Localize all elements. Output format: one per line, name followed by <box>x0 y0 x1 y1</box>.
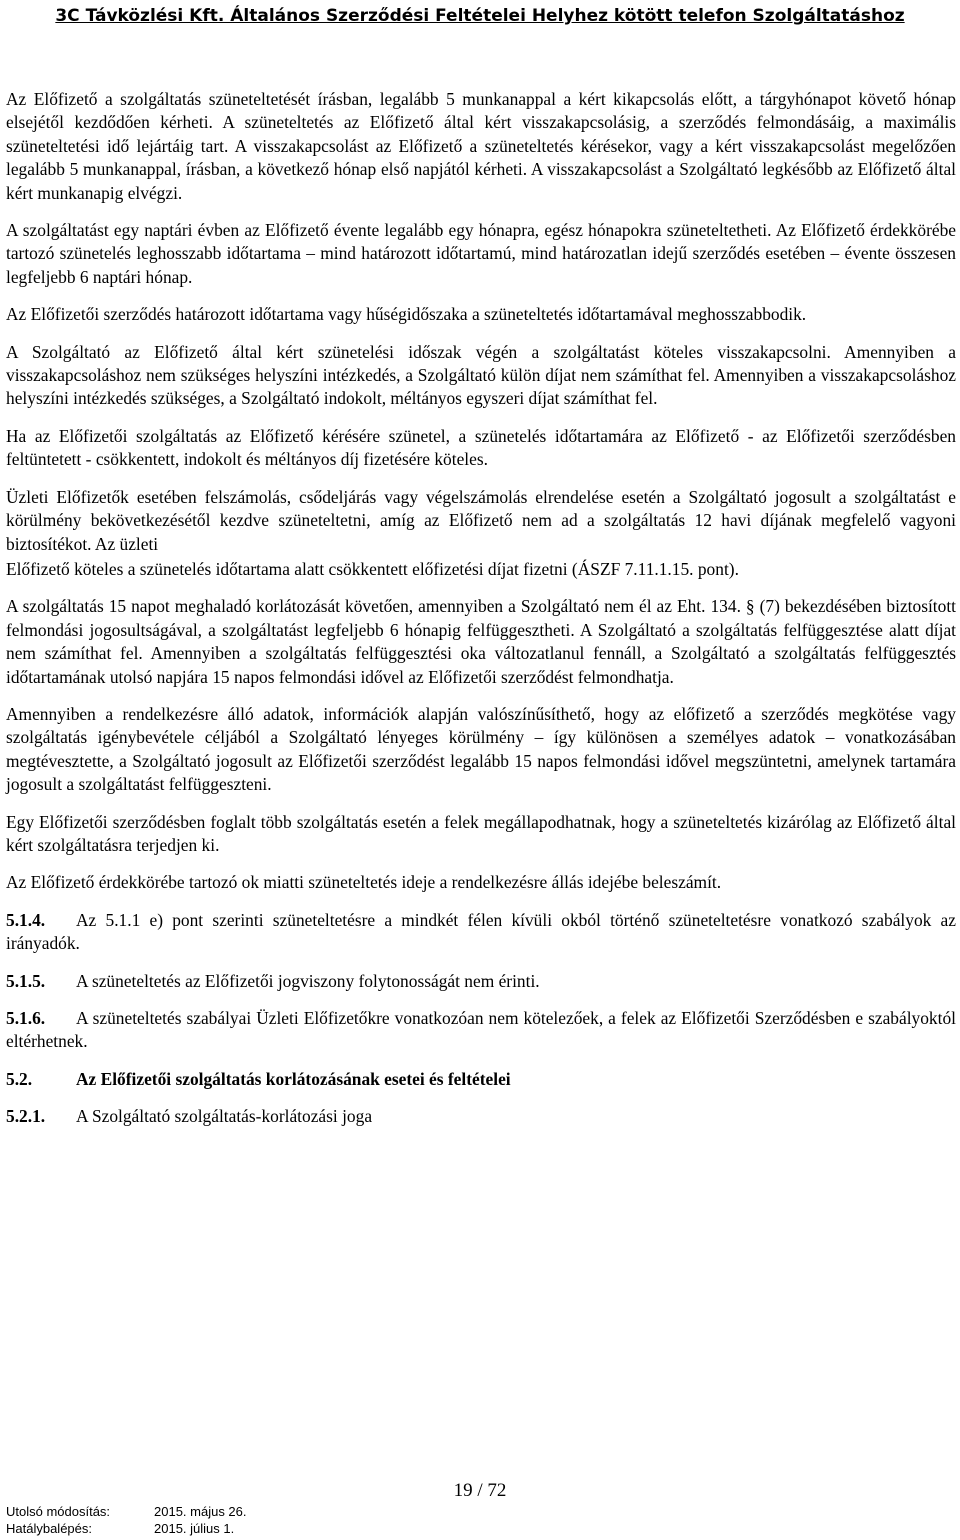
section-5-2-1-heading <box>6 1105 956 1128</box>
paragraph-5: Ha az Előfizetői szolgáltatás az Előfizető kérésére szünetel, a szünetelés időtartamára az Előfizető - az Előfizetői szerződésben feltüntetett - csökkentett, indokolt és méltányos díj fizetésére köteles. <box>6 425 956 470</box>
footer-meta <box>6 1503 247 1537</box>
paragraph-3: Az Előfizetői szerződés határozott időtartama vagy hűségidőszaka a szüneteltetés időtartamával meghosszabbodik. <box>6 304 807 325</box>
modified-value: 2015. május 26. <box>154 1504 247 1519</box>
modified-row <box>6 1503 247 1520</box>
paragraph-9: Amennyiben a rendelkezésre álló adatok, információk alapján valószínűsíthető, hogy az előfizető a szerződés megkötése vagy szolgáltatás igénybevétele céljából a Szolgáltató lényeges körülmény – így különösen a személyes adatok – vonatkozásában megtévesztette, a Szolgáltató jogosult az Előfizetői szerződést legalább 15 napos felmondási idővel megszüntetni, amelynek tartamára jogosult a szolgáltatást felfüggeszteni. <box>6 703 956 795</box>
section-text: Az 5.1.1 e) pont szerinti szüneteltetésre a mindkét félen kívüli okból történő szüneteltetésre vonatkozó szabályok az irányadók. <box>6 909 956 954</box>
page-number: 19 / 72 <box>453 1480 507 1501</box>
section-number: 5.2. <box>6 1068 33 1089</box>
section-number: 5.1.4. <box>6 909 46 930</box>
effective-value: 2015. július 1. <box>154 1521 235 1536</box>
section-5-1-4 <box>6 909 956 956</box>
paragraph-11: Az Előfizető érdekkörébe tartozó ok miatti szüneteltetés ideje a rendelkezésre állás idejébe beleszámít. <box>6 872 722 893</box>
paragraph-10: Egy Előfizetői szerződésben foglalt több szolgáltatás esetén a felek megállapodhatnak, hogy a szüneteltetés kizárólag az Előfizető által kért szolgáltatásra terjedjen ki. <box>6 811 956 855</box>
section-number: 5.1.6. <box>6 1008 46 1028</box>
section-5-1-6 <box>6 1007 956 1054</box>
page-header-title: 3C Távközlési Kft. Általános Szerződési Feltételei Helyhez kötött telefon Szolgáltatáshoz <box>55 6 905 26</box>
section-5-2-heading <box>6 1068 956 1091</box>
document-body <box>6 88 956 1143</box>
paragraph-2: A szolgáltatást egy naptári évben az Előfizető évente legalább egy hónapra, egész hónapokra szüneteltetheti. Az Előfizető érdekkörébe tartozó szünetelés leghosszabb időtartama – mind határozott időtartamú, mind határozatlan idejű szerződés esetében – évente összesen legfeljebb 6 naptári hónap. <box>6 220 956 287</box>
section-number: 5.1.5. <box>6 970 46 991</box>
paragraph-4: A Szolgáltató az Előfizető által kért szünetelési időszak végén a szolgáltatást köteles visszakapcsolni. Amennyiben a visszakapcsoláshoz nem szükséges helyszíni intézkedés, a Szolgáltató külön díjat nem számíthat fel. Amennyiben a visszakapcsoláshoz helyszíni intézkedés szükséges, a Szolgáltató indokolt, méltányos egyszeri díjat számíthat fel. <box>6 341 956 409</box>
paragraph-6: Üzleti Előfizetők esetében felszámolás, csődeljárás vagy végelszámolás elrendelése esetén a Szolgáltató jogosult a szolgáltatást e körülmény bekövetkezésétől kezdve szüneteltetni, amíg az Előfizető nem ad a szolgáltatás 12 havi díjának megfelelő vagyoni biztosítékot. Az üzleti <box>6 486 956 554</box>
section-title: A Szolgáltató szolgáltatás-korlátozási joga <box>76 1106 373 1127</box>
paragraph-1: Az Előfizető a szolgáltatás szüneteltetését írásban, legalább 5 munkanappal a kért kikapcsolás előtt, a tárgyhónapot követő hónap elsejétől kezdődően kérheti. A szüneteltetés az Előfizető által kért visszakapcsolásig, a szerződés felmondásáig, a maximális szüneteltetési idő lejártáig tart. A visszakapcsolást az Előfizető a szüneteltetés kérésekor, vagy a kért visszakapcsolást megelőzően legalább 5 munkanappal, írásban, a következő hónap első napjától kérheti. A visszakapcsolást a Szolgáltató legkésőbb az Előfizető által kért munkanapig elvégzi. <box>6 89 956 203</box>
paragraph-8: A szolgáltatás 15 napot meghaladó korlátozását követően, amennyiben a Szolgáltató nem él az Eht. 134. § (7) bekezdésében biztosított felmondási jogosultságával, a szolgáltatást legfeljebb 6 hónapig felfüggesztheti. A Szolgáltató a szolgáltatás felfüggesztése alatt díjat nem számíthat fel. Amennyiben a szolgáltatás felfüggesztési oka változatlanul fennáll, a Szolgáltató a szolgáltatás felfüggesztés időtartamának utolsó napjára 15 napos felmondási idővel az Előfizetői szerződést felmondhatja. <box>6 596 956 687</box>
section-title: Az Előfizetői szolgáltatás korlátozásának esetei és feltételei <box>76 1068 511 1089</box>
modified-label: Utolsó módosítás: <box>6 1504 111 1519</box>
section-text: A szüneteltetés szabályai Üzleti Előfizetőkre vonatkozóan nem kötelezőek, a felek az Előfizetői Szerződésben e szabályoktól eltérhetnek. <box>6 1008 956 1052</box>
effective-label: Hatálybalépés: <box>6 1521 92 1536</box>
effective-row <box>6 1520 247 1537</box>
section-number: 5.2.1. <box>6 1106 46 1127</box>
section-text: A szüneteltetés az Előfizetői jogviszony folytonosságát nem érinti. <box>76 970 540 991</box>
section-5-1-5 <box>6 970 956 993</box>
paragraph-7: Előfizető köteles a szünetelés időtartama alatt csökkentett előfizetési díjat fizetni (ÁSZF 7.11.1.15. pont). <box>6 558 739 579</box>
